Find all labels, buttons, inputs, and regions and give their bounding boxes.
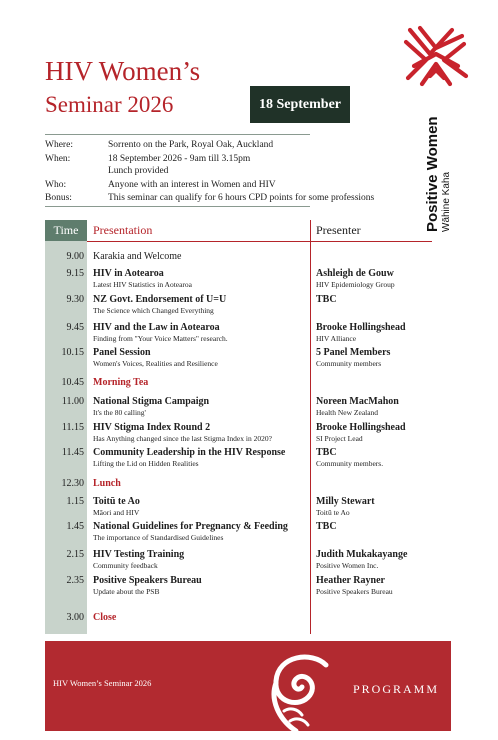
row-organization: Community members bbox=[316, 359, 382, 368]
row-time: 1.45 bbox=[66, 521, 84, 532]
row-title: Panel Session bbox=[93, 347, 151, 358]
row-subtitle: Māori and HIV bbox=[93, 508, 140, 517]
row-presenter: Judith Mukakayange bbox=[316, 549, 408, 560]
footer-programme-label: PROGRAMM bbox=[352, 682, 439, 696]
title-line-1: HIV Women’s bbox=[45, 56, 201, 86]
row-time: 3.00 bbox=[66, 612, 84, 623]
row-presenter: Heather Rayner bbox=[316, 575, 385, 586]
row-title: Karakia and Welcome bbox=[93, 251, 182, 262]
brand-vertical bbox=[425, 116, 452, 232]
header-rule bbox=[87, 241, 432, 242]
info-value: This seminar can qualify for 6 hours CPD points for some professions bbox=[108, 193, 375, 203]
row-presenter: TBC bbox=[316, 294, 337, 305]
row-title: NZ Govt. Endorsement of U=U bbox=[93, 294, 227, 305]
row-time: 9.30 bbox=[66, 294, 84, 305]
presenter-header: Presenter bbox=[316, 223, 361, 237]
info-label: Who: bbox=[45, 180, 67, 190]
row-title: HIV and the Law in Aotearoa bbox=[93, 322, 220, 333]
row-title: Morning Tea bbox=[93, 377, 149, 388]
info-label: When: bbox=[45, 154, 71, 164]
row-title: Positive Speakers Bureau bbox=[93, 575, 202, 586]
info-value: Anyone with an interest in Women and HIV bbox=[108, 180, 276, 190]
info-label: Where: bbox=[45, 140, 73, 150]
column-rule bbox=[310, 220, 311, 634]
row-subtitle: It's the 80 calling' bbox=[93, 408, 146, 417]
row-subtitle: Latest HIV Statistics in Aotearoa bbox=[93, 280, 193, 289]
row-presenter: Brooke Hollingshead bbox=[316, 322, 406, 333]
row-title: Toitū te Ao bbox=[93, 496, 140, 507]
row-presenter: Noreen MacMahon bbox=[316, 396, 399, 407]
row-title: HIV Testing Training bbox=[93, 549, 185, 560]
row-subtitle: Has Anything changed since the last Stigma Index in 2020? bbox=[93, 434, 272, 443]
row-subtitle: Women's Voices, Realities and Resilience bbox=[93, 359, 218, 368]
row-time: 9.15 bbox=[66, 268, 84, 279]
title-line-2: Seminar 2026 bbox=[45, 92, 174, 117]
row-organization: Positive Women Inc. bbox=[316, 561, 379, 570]
info-value: Sorrento on the Park, Royal Oak, Auckland bbox=[108, 140, 274, 150]
row-time: 9.00 bbox=[66, 251, 84, 262]
info-value: Lunch provided bbox=[108, 166, 169, 176]
row-presenter: Ashleigh de Gouw bbox=[316, 268, 394, 279]
row-presenter: TBC bbox=[316, 447, 337, 458]
divider-bottom bbox=[45, 206, 310, 207]
date-badge: 18 September bbox=[250, 86, 350, 123]
row-presenter: 5 Panel Members bbox=[316, 347, 391, 358]
row-organization: Community members. bbox=[316, 459, 384, 468]
row-time: 2.35 bbox=[66, 575, 84, 586]
row-subtitle: The importance of Standardised Guidelines bbox=[93, 533, 224, 542]
row-time: 1.15 bbox=[66, 496, 84, 507]
row-organization: Positive Speakers Bureau bbox=[316, 587, 393, 596]
row-time: 11.00 bbox=[61, 396, 84, 407]
brand-name: Positive Women bbox=[424, 116, 441, 232]
row-presenter: Milly Stewart bbox=[316, 496, 375, 507]
footer-banner bbox=[45, 641, 451, 731]
row-subtitle: Community feedback bbox=[93, 561, 158, 570]
presentation-header: Presentation bbox=[93, 223, 153, 237]
row-time: 12.30 bbox=[61, 478, 84, 489]
row-time: 11.15 bbox=[61, 422, 84, 433]
row-subtitle: Update about the PSB bbox=[93, 587, 160, 596]
row-title: National Guidelines for Pregnancy & Feeding bbox=[93, 521, 288, 532]
row-organization: HIV Alliance bbox=[316, 334, 357, 343]
info-value: 18 September 2026 - 9am till 3.15pm bbox=[108, 154, 251, 164]
row-title: Lunch bbox=[93, 478, 121, 489]
row-presenter: TBC bbox=[316, 521, 337, 532]
knot-emblem-icon bbox=[400, 20, 472, 92]
time-header: Time bbox=[45, 220, 87, 241]
row-organization: SI Project Lead bbox=[316, 434, 363, 443]
footer-event-name: HIV Women’s Seminar 2026 bbox=[53, 678, 152, 688]
row-presenter: Brooke Hollingshead bbox=[316, 422, 406, 433]
row-time: 10.45 bbox=[61, 377, 84, 388]
row-title: National Stigma Campaign bbox=[93, 396, 210, 407]
koru-swirl-icon bbox=[260, 647, 340, 731]
row-subtitle: Finding from "Your Voice Matters" research. bbox=[93, 334, 228, 343]
row-time: 9.45 bbox=[66, 322, 84, 333]
row-title: HIV in Aotearoa bbox=[93, 268, 164, 279]
row-time: 11.45 bbox=[61, 447, 84, 458]
row-organization: Health New Zealand bbox=[316, 408, 379, 417]
row-organization: HIV Epidemiology Group bbox=[316, 280, 395, 289]
info-label: Bonus: bbox=[45, 193, 72, 203]
row-title: Community Leadership in the HIV Response bbox=[93, 447, 286, 458]
row-subtitle: Lifting the Lid on Hidden Realities bbox=[93, 459, 199, 468]
row-title: HIV Stigma Index Round 2 bbox=[93, 422, 211, 433]
divider-top bbox=[45, 134, 310, 135]
brand-subtitle: Wāhine Kaha bbox=[440, 171, 452, 232]
row-time: 10.15 bbox=[61, 347, 84, 358]
row-title: Close bbox=[93, 612, 117, 623]
row-subtitle: The Science which Changed Everything bbox=[93, 306, 214, 315]
row-organization: Toitū te Ao bbox=[316, 508, 350, 517]
row-time: 2.15 bbox=[66, 549, 84, 560]
